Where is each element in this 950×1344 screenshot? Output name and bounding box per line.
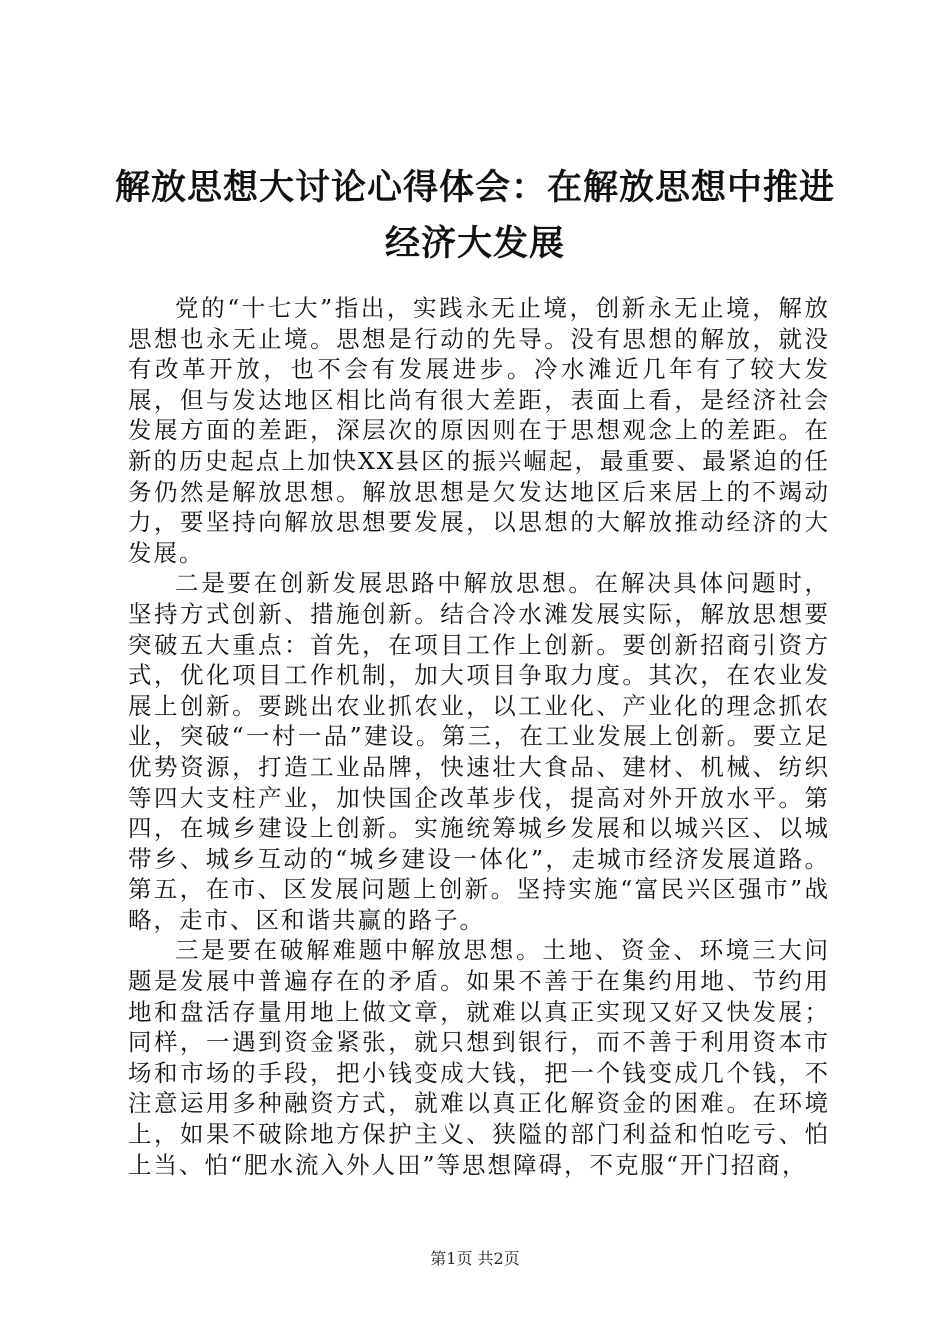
paragraph-2: 二是要在创新发展思路中解放思想。在解决具体问题时，坚持方式创新、措施创新。结合冷水滩发展实际，解放思想要突破五大重点：首先，在项目工作上创新。要创新招商引资方式，优化项目工作机制，加大项目争取力度。其次，在农业发展上创新。要跳出农业抓农业，以工业化、产业化的理念抓农业，突破“一村一品”建设。第三，在工业发展上创新。要立足优势资源，打造工业品牌，快速壮大食品、建材、机械、纺织等四大支柱产业，加快国企改革步伐，提高对外开放水平。第四，在城乡建设上创新。实施统筹城乡发展和以城兴区、以城带乡、城乡互动的“城乡建设一体化”，走城市经济发展道路。第五，在市、区发展问题上创新。坚持实施“富民兴区强市”战略，走市、区和谐共赢的路子。 [128, 569, 830, 934]
paragraph-3: 三是要在破解难题中解放思想。土地、资金、环境三大问题是发展中普遍存在的矛盾。如果不善于在集约用地、节约用地和盘活存量用地上做文章，就难以真正实现又好又快发展；同样，一遇到资金紧张，就只想到银行，而不善于利用资本市场和市场的手段，把小钱变成大钱，把一个钱变成几个钱，不注意运用多种融资方式，就难以真正化解资金的困难。在环境上，如果不破除地方保护主义、狭隘的部门利益和怕吃亏、怕上当、怕“肥水流入外人田”等思想障碍，不克服“开门招商， [128, 936, 830, 1179]
document-body [128, 293, 830, 1180]
document-title: 解放思想大讨论心得体会：在解放思想中推进经济大发展 [114, 168, 835, 264]
paragraph-1: 党的“十七大”指出，实践永无止境，创新永无止境，解放思想也永无止境。思想是行动的先导。没有思想的解放，就没有改革开放，也不会有发展进步。冷水滩近几年有了较大发展，但与发达地区相比尚有很大差距，表面上看，是经济社会发展方面的差距，深层次的原因则在于思想观念上的差距。在新的历史起点上加快XX县区的振兴崛起，最重要、最紧迫的任务仍然是解放思想。解放思想是欠发达地区后来居上的不竭动力，要坚持向解放思想要发展，以思想的大解放推动经济的大发展。 [128, 294, 830, 567]
page-number-footer: 第1页 共2页 [430, 1249, 520, 1268]
